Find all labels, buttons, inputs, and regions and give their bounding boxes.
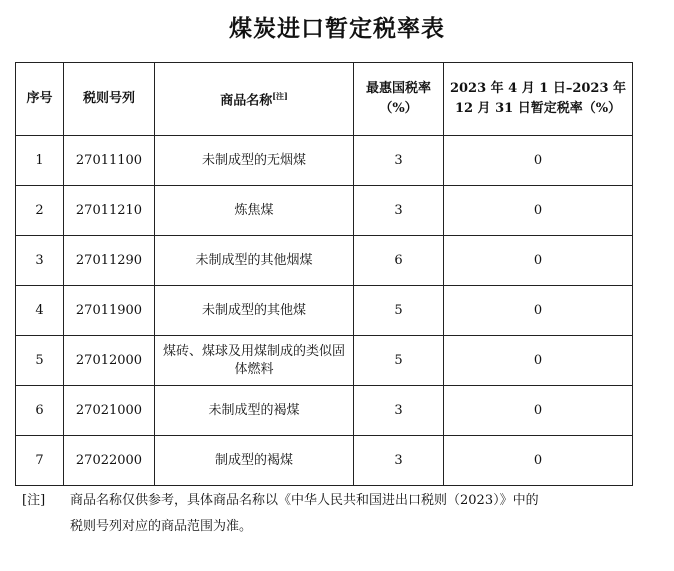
row-index: 6 (16, 386, 64, 436)
row-name: 炼焦煤 (155, 186, 354, 236)
header-temp-line2: 12 月 31 日暂定税率（%） (454, 101, 622, 116)
header-temp-line1: 2023 年 4 月 1 日–2023 年 (449, 81, 627, 96)
row-mfn-rate: 3 (354, 436, 444, 486)
row-mfn-rate: 3 (354, 136, 444, 186)
header-temp-rate (444, 63, 633, 136)
row-name: 未制成型的其他烟煤 (155, 236, 354, 286)
header-index: 序号 (16, 63, 64, 136)
header-mfn-line1: 最惠国税率 (365, 81, 431, 96)
row-index: 4 (16, 286, 64, 336)
table-row (16, 236, 633, 286)
row-tariff-code: 27011100 (64, 136, 155, 186)
header-name-label: 商品名称 (220, 93, 273, 109)
row-tariff-code: 27012000 (64, 336, 155, 386)
row-mfn-rate: 6 (354, 236, 444, 286)
header-name (155, 63, 354, 136)
row-mfn-rate: 5 (354, 336, 444, 386)
row-mfn-rate: 3 (354, 186, 444, 236)
footnote-line-1: 商品名称仅供参考，具体商品名称以《中华人民共和国进出口税则（2023）》中的 (70, 493, 539, 508)
tariff-table (15, 62, 633, 486)
row-tariff-code: 27011900 (64, 286, 155, 336)
page-title: 煤炭进口暂定税率表 (229, 15, 445, 42)
header-mfn-rate (354, 63, 444, 136)
row-tariff-code: 27011210 (64, 186, 155, 236)
row-index: 7 (16, 436, 64, 486)
row-temp-rate: 0 (444, 336, 633, 386)
header-row (16, 63, 633, 136)
row-temp-rate: 0 (444, 236, 633, 286)
row-name: 未制成型的无烟煤 (155, 136, 354, 186)
row-mfn-rate: 3 (354, 386, 444, 436)
row-temp-rate: 0 (444, 286, 633, 336)
row-name: 制成型的褐煤 (155, 436, 354, 486)
row-tariff-code: 27021000 (64, 386, 155, 436)
table-row (16, 436, 633, 486)
row-index: 5 (16, 336, 64, 386)
footnote-first-line (22, 488, 642, 514)
row-name: 未制成型的褐煤 (155, 386, 354, 436)
row-index: 1 (16, 136, 64, 186)
footnote-mark: [注] (22, 493, 46, 508)
row-mfn-rate: 5 (354, 286, 444, 336)
row-name: 未制成型的其他煤 (155, 286, 354, 336)
row-name: 煤砖、煤球及用煤制成的类似固体燃料 (155, 336, 354, 386)
header-tariff-code: 税则号列 (64, 63, 155, 136)
table-row (16, 186, 633, 236)
header-mfn-line2: （%） (379, 101, 418, 116)
row-temp-rate: 0 (444, 386, 633, 436)
row-index: 3 (16, 236, 64, 286)
table-row (16, 286, 633, 336)
row-tariff-code: 27011290 (64, 236, 155, 286)
footnote-line-2: 税则号列对应的商品范围为准。 (70, 519, 253, 534)
table-row (16, 336, 633, 386)
row-index: 2 (16, 186, 64, 236)
row-temp-rate: 0 (444, 136, 633, 186)
table-row (16, 136, 633, 186)
header-name-note: [注] (272, 91, 288, 102)
row-temp-rate: 0 (444, 186, 633, 236)
row-tariff-code: 27022000 (64, 436, 155, 486)
table-row (16, 386, 633, 436)
row-temp-rate: 0 (444, 436, 633, 486)
footnote (22, 488, 642, 540)
